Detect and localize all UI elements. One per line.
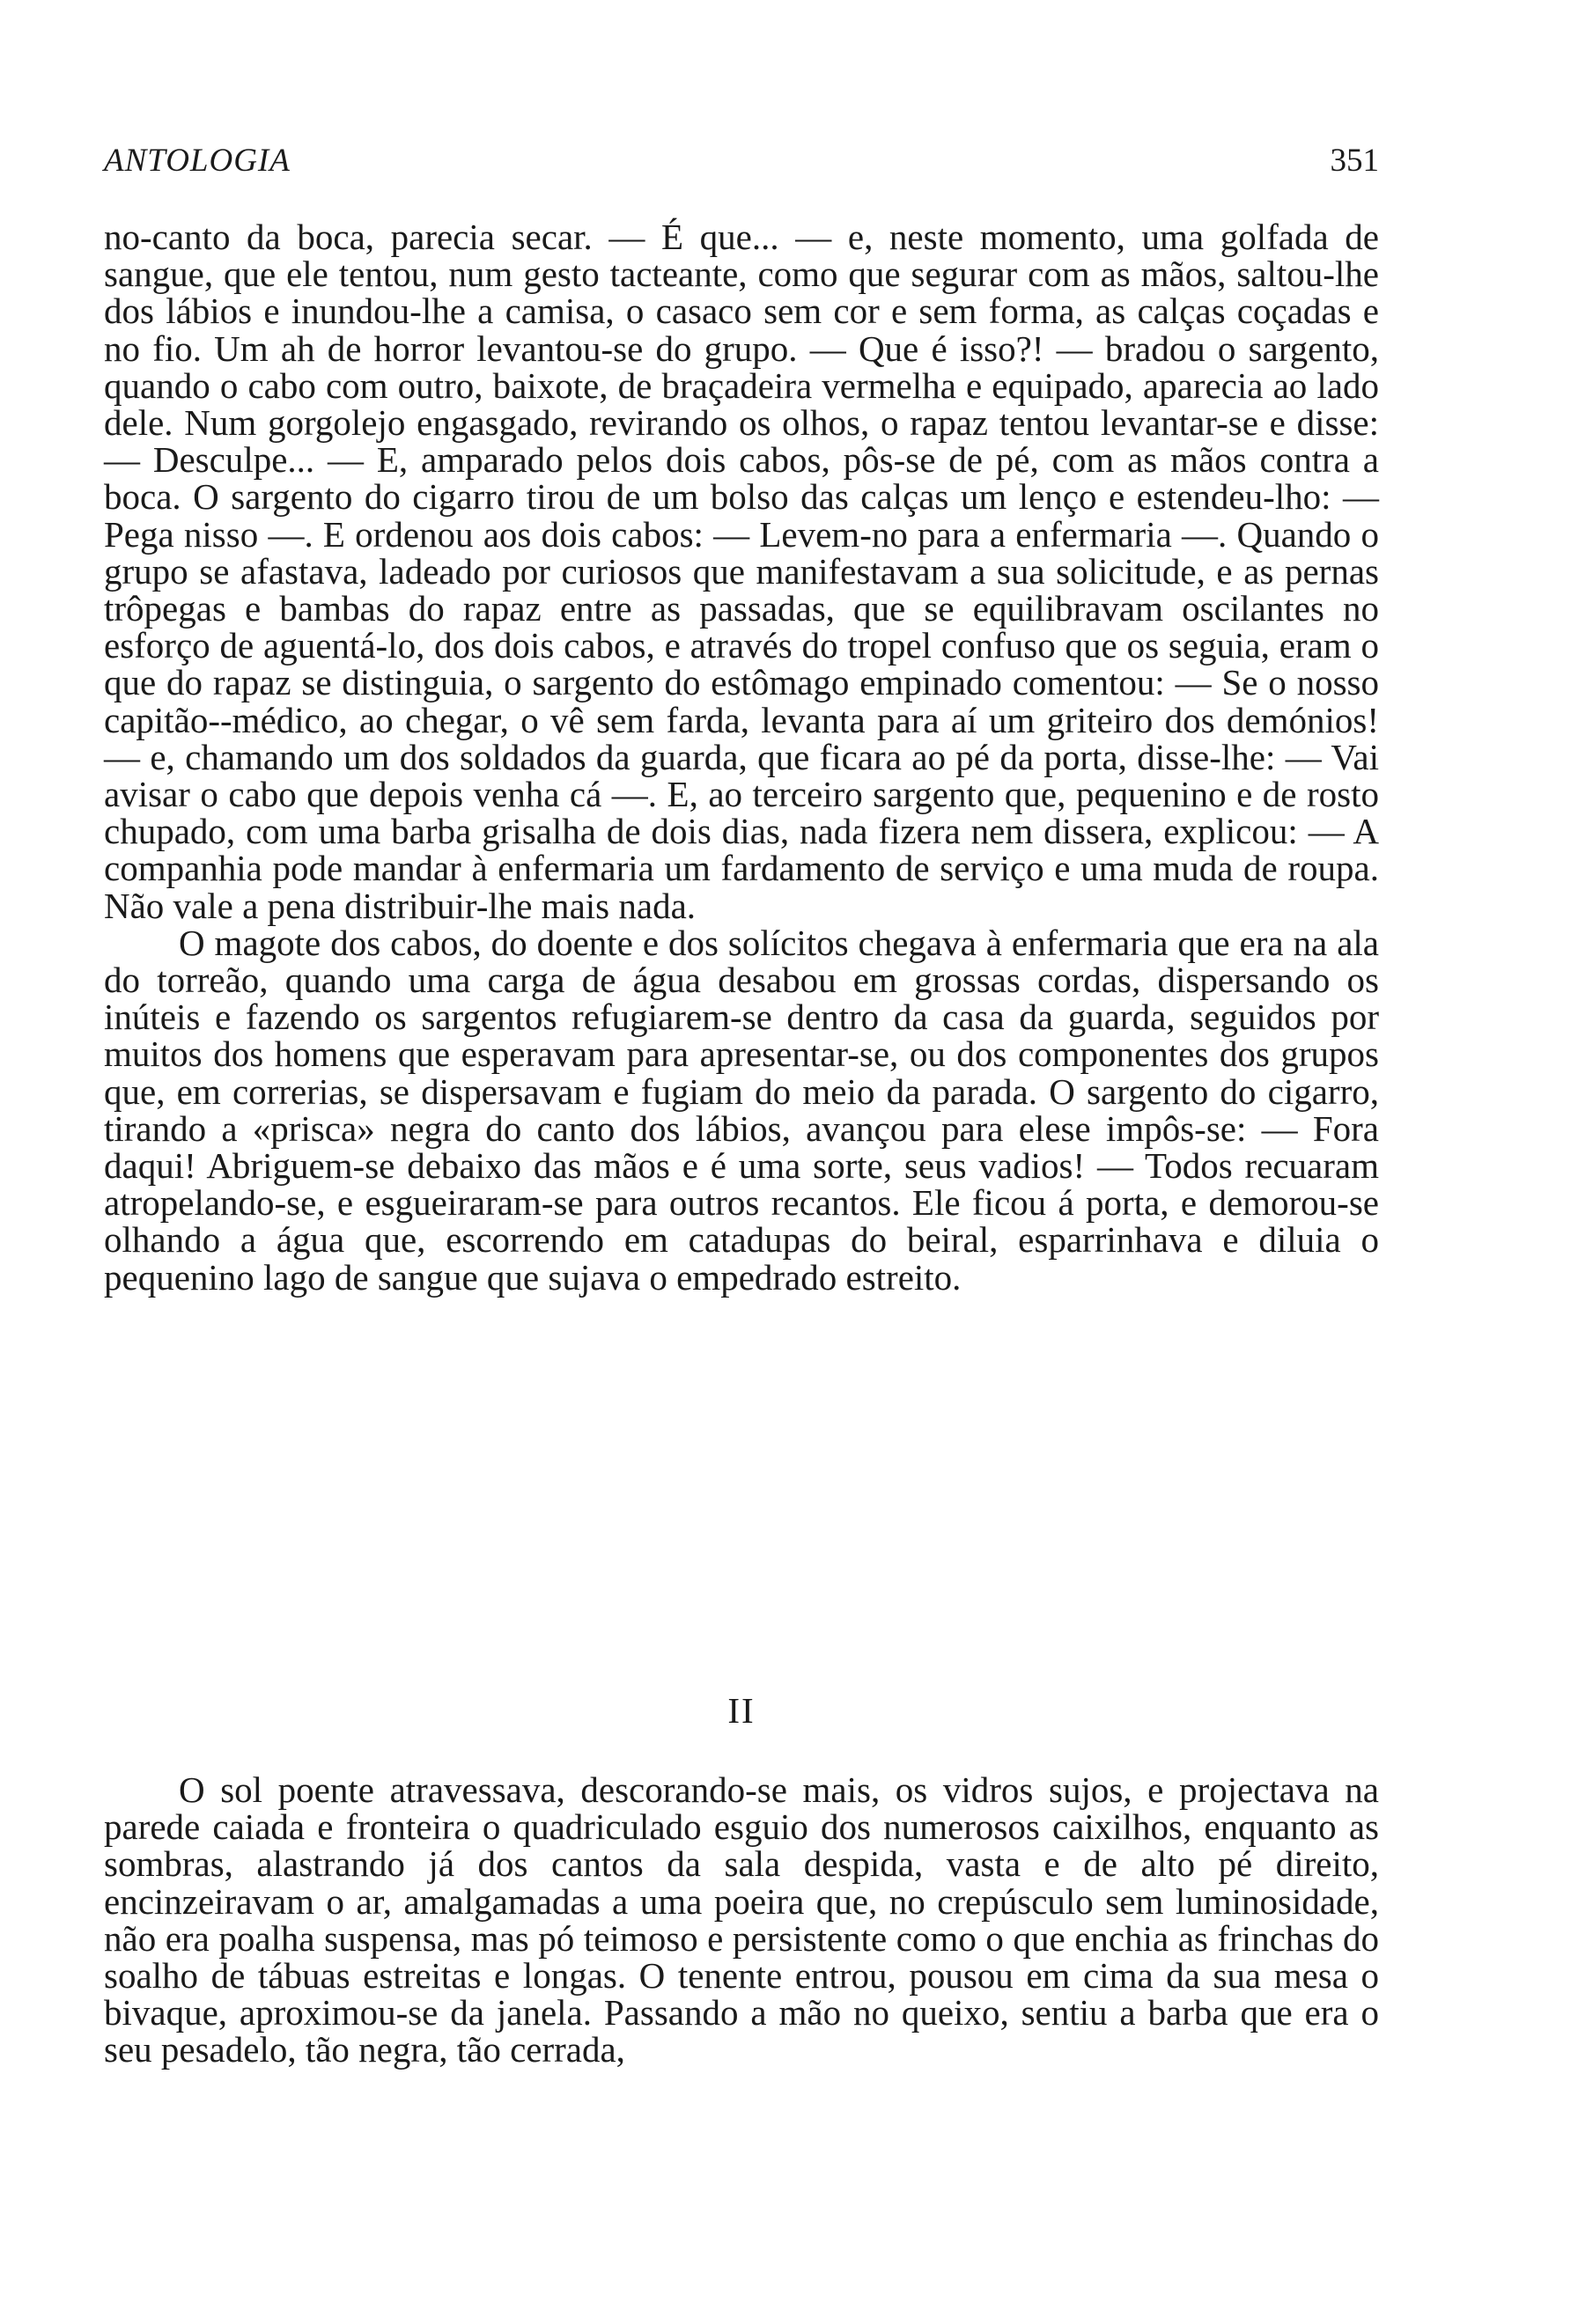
section-body-text xyxy=(104,1771,1379,2159)
running-title: ANTOLOGIA xyxy=(104,143,291,179)
section-heading: II xyxy=(727,1690,756,1731)
paragraph: O magote dos cabos, do doente e dos solícitos chegava à enfermaria que era na ala do torreão, quando uma carga de água desabou em grossas cordas, dispersando os inúteis e fazendo os sargentos refugiarem-se dentro da casa da guarda, seguidos por muitos dos homens que esperavam para apresentar-se, ou dos componentes dos grupos que, em correrias, se dispersavam e fugiam do meio da parada. O sargento do cigarro, tirando a «prisca» negra do canto dos lábios, avançou para elese impôs-se: — Fora daqui! Abriguem-se debaixo das mãos e é uma sorte, seus vadios! — Todos recuaram atropelando-se, e esgueiraram-se para outros recantos. Ele ficou á porta, e demorou-se olhando a água que, escorrendo em catadupas do beiral, esparrinhava e diluia o pequenino lago de sangue que sujava o empedrado estreito. xyxy=(104,922,1379,1298)
paragraph-continuation: no-canto da boca, parecia secar. — É que... — e, neste momento, uma golfada de sangue, que ele tentou, num gesto tacteante, como que segurar com as mãos, saltou-lhe dos lábios e inundou-lhe a camisa, o casaco sem cor e sem forma, as calças coçadas e no fio. Um ah de horror levantou-se do grupo. — Que é isso?! — bradou o sargento, quando o cabo com outro, baixote, de braçadeira vermelha e equipado, aparecia ao lado dele. Num gorgolejo engasgado, revirando os olhos, o rapaz tentou levantar-se e disse: — Desculpe... — E, amparado pelos dois cabos, pôs-se de pé, com as mãos contra a boca. O sargento do cigarro tirou de um bolso das calças um lenço e estendeu-lho: — Pega nisso —. E ordenou aos dois cabos: — Levem-no para a enfermaria —. Quando o grupo se afastava, ladeado por curiosos que manifestavam a sua solicitude, e as pernas trôpegas e bambas do rapaz entre as passadas, que se equilibravam oscilantes no esforço de aguentá-lo, dos dois cabos, e através do tropel confuso que os seguia, eram o que do rapaz se distinguia, o sargento do estômago empinado comentou: — Se o nosso capitão--médico, ao chegar, o vê sem farda, levanta para aí um griteiro dos demónios! — e, chamando um dos soldados da guarda, que ficara ao pé da porta, disse-lhe: — Vai avisar o cabo que depois venha cá —. E, ao terceiro sargento que, pequenino e de rosto chupado, com uma barba grisalha de dois dias, nada fizera nem dissera, explicou: — A companhia pode mandar à enfermaria um fardamento de serviço e uma muda de roupa. Não vale a pena distribuir-lhe mais nada. xyxy=(104,217,1379,926)
running-head xyxy=(104,139,1379,183)
paragraph: O sol poente atravessava, descorando-se mais, os vidros sujos, e projectava na parede caiada e fronteira o quadriculado esguio dos numerosos caixilhos, enquanto as sombras, alastrando já dos cantos da sala despida, vasta e de alto pé direito, encinzeiravam o ar, amalgamadas a uma poeira que, no crepúsculo sem luminosidade, não era poalha suspensa, mas pó teimoso e persistente como o que enchia as frinchas do soalho de tábuas estreitas e longas. O tenente entrou, pousou em cima da sua mesa o bivaque, aproximou-se da janela. Passando a mão no queixo, sentiu a barba que era o seu pesadelo, tão negra, tão cerrada, xyxy=(104,1769,1379,2070)
page-number: 351 xyxy=(1330,143,1379,179)
body-text xyxy=(104,218,1379,1627)
